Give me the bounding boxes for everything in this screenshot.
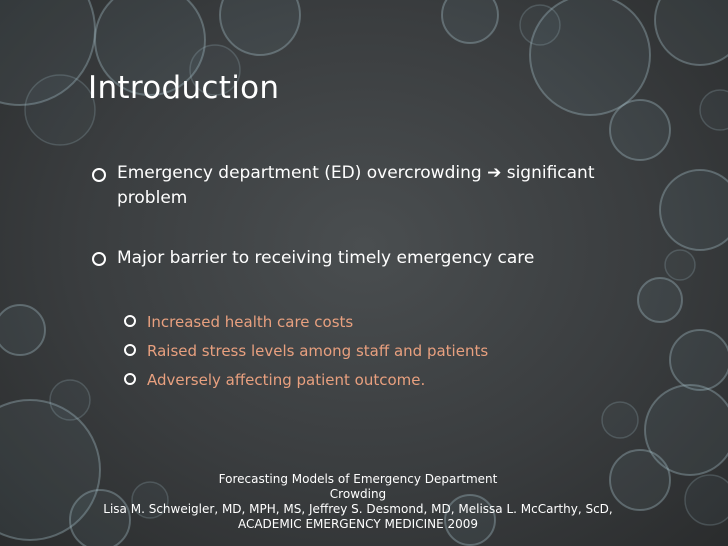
citation-footer [88,472,628,532]
footer-authors: Lisa M. Schweigler, MD, MPH, MS, Jeffrey S. Desmond, MD, Melissa L. McCarthy, ScD, [103,502,613,516]
sub-bullet-item: Increased health care costs [147,313,354,331]
hollow-circle-icon [124,373,136,385]
hollow-circle-icon [92,252,106,266]
hollow-circle-icon [124,315,136,327]
hollow-circle-icon [92,168,106,182]
slide-title: Introduction [88,70,280,106]
sub-bullet-item: Raised stress levels among staff and patients [147,342,489,360]
footer-line: Forecasting Models of Emergency Department [218,472,498,486]
bullet-text-after: significant [506,163,595,183]
sub-bullet-item: Adversely affecting patient outcome. [147,371,426,389]
bullet-text: Emergency department (ED) overcrowding [117,163,482,183]
right-arrow-icon: ➔ [487,163,502,183]
bullet-item: Major barrier to receiving timely emergency care [117,248,535,268]
bullet-item [117,161,657,211]
footer-line: Crowding [329,487,387,501]
footer-journal: ACADEMIC EMERGENCY MEDICINE 2009 [237,517,479,531]
bullet-text-line2: problem [117,188,188,208]
hollow-circle-icon [124,344,136,356]
